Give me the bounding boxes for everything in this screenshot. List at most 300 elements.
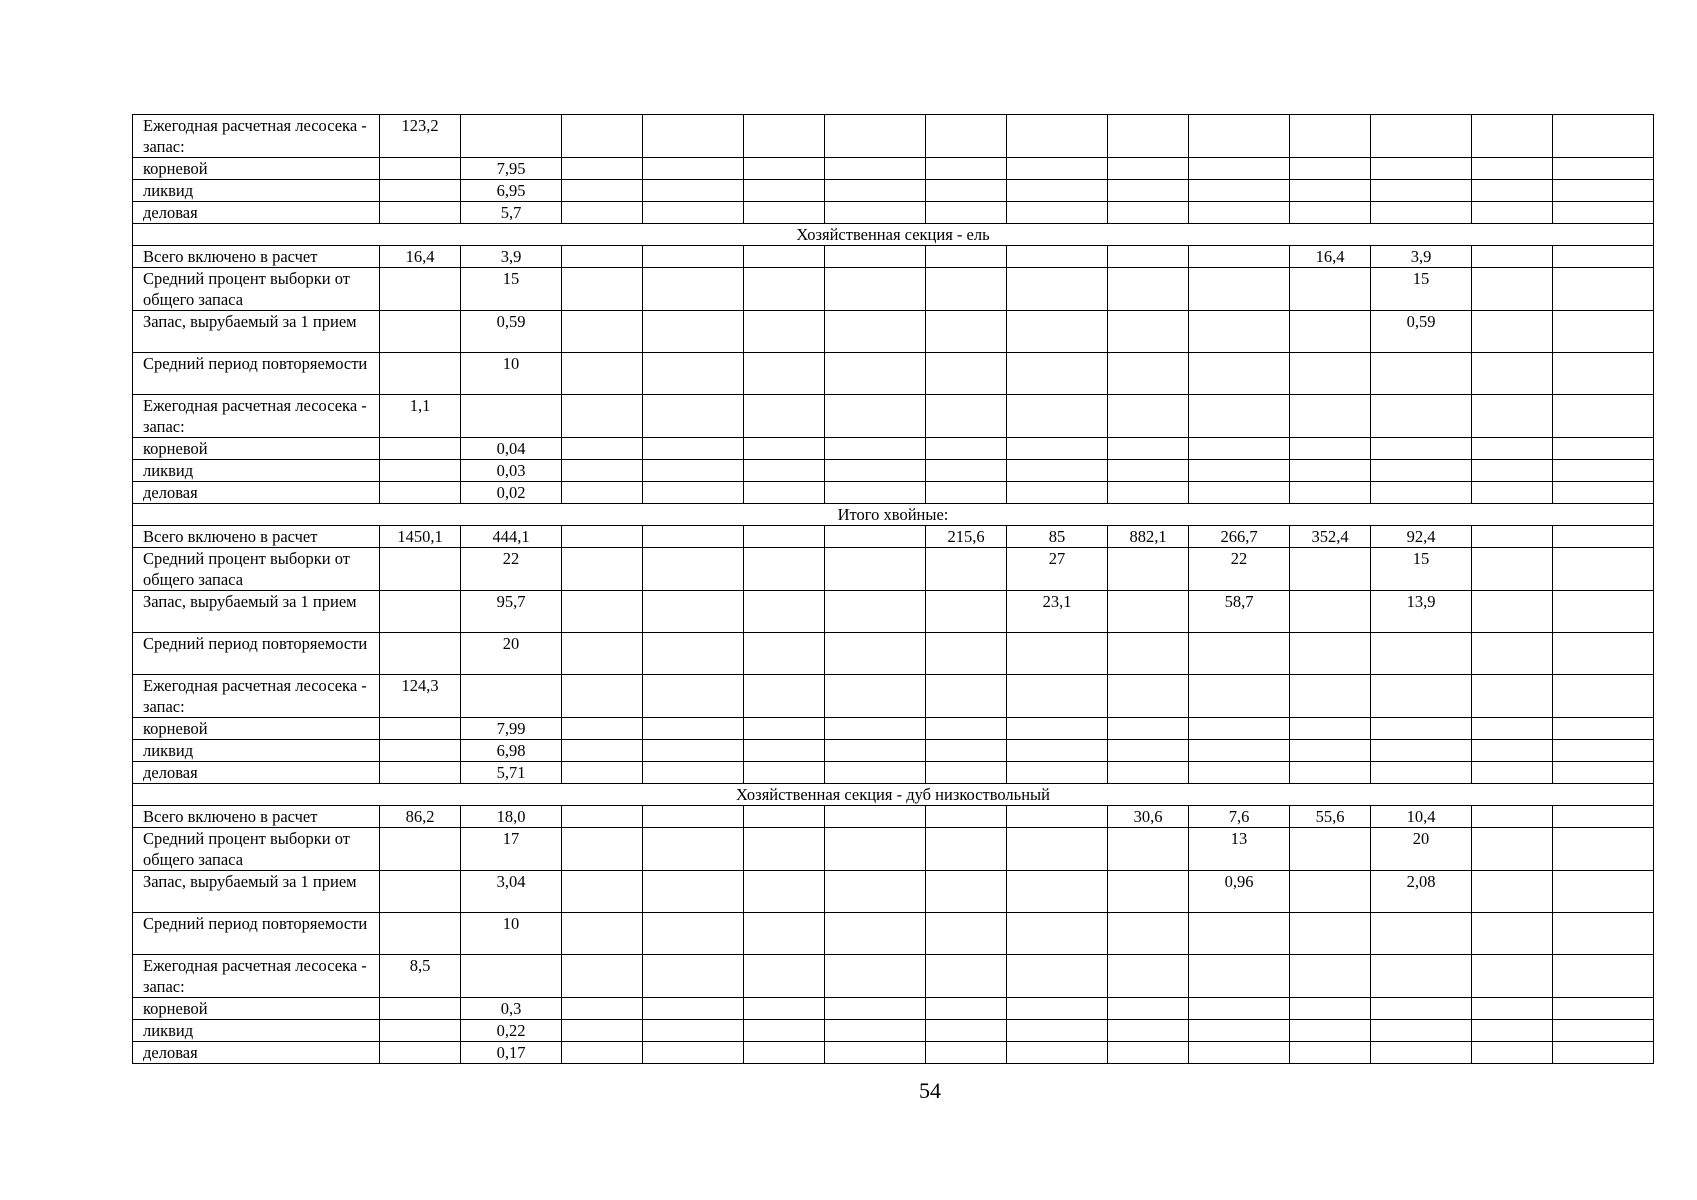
table-cell — [926, 871, 1007, 913]
table-cell — [1007, 913, 1108, 955]
table-cell — [1472, 675, 1553, 718]
table-cell — [1371, 1042, 1472, 1064]
table-cell: 0,59 — [461, 311, 562, 353]
row-label: Средний процент выборки от общего запаса — [133, 268, 380, 311]
table-cell — [1553, 482, 1654, 504]
table-cell: 2,08 — [1371, 871, 1472, 913]
table-cell — [1108, 353, 1189, 395]
table-row — [133, 482, 1654, 504]
table-cell — [744, 1020, 825, 1042]
table-cell — [1108, 828, 1189, 871]
table-cell — [926, 806, 1007, 828]
table-cell — [825, 591, 926, 633]
row-label: Средний период повторяемости — [133, 633, 380, 675]
table-row — [133, 180, 1654, 202]
table-cell: 27 — [1007, 548, 1108, 591]
section-title: Хозяйственная секция - дуб низкоствольный — [133, 784, 1654, 806]
table-cell — [1007, 158, 1108, 180]
table-cell — [562, 913, 643, 955]
table-cell — [926, 353, 1007, 395]
table-cell — [1553, 395, 1654, 438]
table-cell — [643, 548, 744, 591]
table-cell — [1472, 806, 1553, 828]
table-cell — [562, 1020, 643, 1042]
table-cell — [825, 675, 926, 718]
table-cell: 266,7 — [1189, 526, 1290, 548]
table-cell — [744, 311, 825, 353]
table-cell: 7,99 — [461, 718, 562, 740]
table-cell — [562, 828, 643, 871]
table-cell — [825, 395, 926, 438]
table-cell — [643, 115, 744, 158]
row-label: корневой — [133, 438, 380, 460]
table-cell — [1290, 482, 1371, 504]
table-cell — [1472, 158, 1553, 180]
table-cell — [643, 591, 744, 633]
table-cell — [461, 675, 562, 718]
table-cell — [380, 311, 461, 353]
table-cell — [643, 998, 744, 1020]
row-label: Ежегодная расчетная лесосека - запас: — [133, 955, 380, 998]
table-cell — [1371, 675, 1472, 718]
table-cell — [380, 871, 461, 913]
table-cell: 8,5 — [380, 955, 461, 998]
table-cell — [1189, 675, 1290, 718]
table-cell — [1472, 998, 1553, 1020]
table-cell — [562, 438, 643, 460]
table-cell — [1553, 633, 1654, 675]
table-cell: 15 — [461, 268, 562, 311]
table-cell — [825, 633, 926, 675]
table-cell — [1189, 395, 1290, 438]
table-cell — [1472, 740, 1553, 762]
table-cell: 55,6 — [1290, 806, 1371, 828]
table-cell — [1189, 913, 1290, 955]
table-cell — [562, 871, 643, 913]
page-number: 54 — [919, 1078, 941, 1103]
table-cell — [744, 246, 825, 268]
table-cell — [1007, 806, 1108, 828]
table-cell — [1189, 246, 1290, 268]
table-cell — [1189, 202, 1290, 224]
table-cell — [562, 158, 643, 180]
table-cell — [1290, 675, 1371, 718]
table-cell — [1108, 311, 1189, 353]
table-cell — [825, 1020, 926, 1042]
table-row — [133, 438, 1654, 460]
table-cell: 0,02 — [461, 482, 562, 504]
table-cell — [825, 548, 926, 591]
table-cell: 23,1 — [1007, 591, 1108, 633]
table-cell — [1472, 526, 1553, 548]
table-cell — [1553, 955, 1654, 998]
table-cell — [825, 311, 926, 353]
table-cell — [643, 675, 744, 718]
table-cell — [562, 998, 643, 1020]
table-cell — [643, 202, 744, 224]
table-cell — [1371, 482, 1472, 504]
table-cell — [1472, 871, 1553, 913]
table-cell — [1472, 395, 1553, 438]
table-cell — [744, 675, 825, 718]
table-cell: 10 — [461, 353, 562, 395]
row-label: деловая — [133, 762, 380, 784]
section-header-row — [133, 784, 1654, 806]
table-cell — [1553, 871, 1654, 913]
table-cell — [562, 633, 643, 675]
table-cell — [643, 955, 744, 998]
row-label: Всего включено в расчет — [133, 806, 380, 828]
table-cell — [1189, 438, 1290, 460]
table-cell — [1472, 115, 1553, 158]
table-cell — [1553, 353, 1654, 395]
table-cell: 7,95 — [461, 158, 562, 180]
table-cell — [825, 718, 926, 740]
table-cell: 0,59 — [1371, 311, 1472, 353]
table-cell — [1290, 202, 1371, 224]
table-cell — [926, 460, 1007, 482]
table-cell — [926, 828, 1007, 871]
table-cell — [1007, 311, 1108, 353]
table-cell — [1108, 871, 1189, 913]
table-cell — [1108, 675, 1189, 718]
row-label: Ежегодная расчетная лесосека - запас: — [133, 675, 380, 718]
table-cell — [1371, 353, 1472, 395]
table-cell — [1371, 202, 1472, 224]
table-cell — [380, 353, 461, 395]
table-cell — [1553, 998, 1654, 1020]
table-cell — [643, 180, 744, 202]
table-cell — [744, 998, 825, 1020]
table-cell — [380, 718, 461, 740]
table-cell: 22 — [461, 548, 562, 591]
table-row — [133, 955, 1654, 998]
table-cell — [1189, 762, 1290, 784]
table-cell — [1371, 955, 1472, 998]
table-cell — [1007, 633, 1108, 675]
row-label: корневой — [133, 158, 380, 180]
table-cell — [744, 268, 825, 311]
row-label: деловая — [133, 1042, 380, 1064]
table-row — [133, 998, 1654, 1020]
table-cell — [1189, 158, 1290, 180]
table-cell — [380, 268, 461, 311]
table-cell — [643, 871, 744, 913]
table-cell — [562, 718, 643, 740]
table-row — [133, 828, 1654, 871]
table-cell — [926, 998, 1007, 1020]
table-cell — [643, 158, 744, 180]
table-cell — [562, 180, 643, 202]
table-cell — [643, 1042, 744, 1064]
table-cell — [643, 460, 744, 482]
row-label: Всего включено в расчет — [133, 526, 380, 548]
table-cell — [380, 548, 461, 591]
table-cell: 3,9 — [461, 246, 562, 268]
table-row — [133, 633, 1654, 675]
table-cell: 20 — [1371, 828, 1472, 871]
table-cell — [1553, 913, 1654, 955]
table-cell — [1007, 180, 1108, 202]
table-cell — [825, 246, 926, 268]
section-header-row — [133, 224, 1654, 246]
table-row — [133, 353, 1654, 395]
table-cell — [1553, 740, 1654, 762]
table-cell — [562, 806, 643, 828]
table-cell — [1290, 268, 1371, 311]
table-cell — [1189, 740, 1290, 762]
table-cell — [643, 740, 744, 762]
table-cell — [1189, 460, 1290, 482]
table-cell — [926, 548, 1007, 591]
table-cell — [825, 998, 926, 1020]
row-label: ликвид — [133, 1020, 380, 1042]
table-cell — [380, 998, 461, 1020]
table-row — [133, 1020, 1654, 1042]
table-cell — [1553, 675, 1654, 718]
table-cell: 10,4 — [1371, 806, 1472, 828]
row-label: Ежегодная расчетная лесосека - запас: — [133, 395, 380, 438]
table-cell — [643, 718, 744, 740]
table-cell — [1290, 1020, 1371, 1042]
table-cell — [744, 438, 825, 460]
table-cell — [1290, 871, 1371, 913]
table-cell — [1553, 806, 1654, 828]
table-cell: 0,17 — [461, 1042, 562, 1064]
table-cell — [744, 202, 825, 224]
table-cell — [1108, 395, 1189, 438]
table-cell — [1007, 762, 1108, 784]
table-cell — [744, 913, 825, 955]
row-label: ликвид — [133, 180, 380, 202]
table-cell — [1007, 1042, 1108, 1064]
table-cell — [1290, 311, 1371, 353]
table-cell — [380, 740, 461, 762]
table-cell — [1007, 268, 1108, 311]
table-cell — [1007, 353, 1108, 395]
table-cell — [825, 913, 926, 955]
table-cell — [744, 353, 825, 395]
table-cell — [1108, 460, 1189, 482]
table-cell — [1108, 115, 1189, 158]
table-cell — [825, 871, 926, 913]
table-cell — [461, 115, 562, 158]
table-cell — [825, 955, 926, 998]
table-cell — [1371, 998, 1472, 1020]
table-cell: 3,9 — [1371, 246, 1472, 268]
table-cell — [825, 1042, 926, 1064]
table-cell — [1007, 955, 1108, 998]
table-cell — [1371, 438, 1472, 460]
table-cell: 0,22 — [461, 1020, 562, 1042]
table-cell — [380, 482, 461, 504]
table-row — [133, 762, 1654, 784]
table-cell: 85 — [1007, 526, 1108, 548]
table-cell: 352,4 — [1290, 526, 1371, 548]
table-cell — [1007, 395, 1108, 438]
table-cell — [562, 955, 643, 998]
table-cell — [926, 158, 1007, 180]
table-cell — [562, 740, 643, 762]
table-cell — [1472, 180, 1553, 202]
table-cell — [1371, 180, 1472, 202]
table-cell — [1472, 548, 1553, 591]
table-cell — [1290, 548, 1371, 591]
table-cell — [926, 1020, 1007, 1042]
table-cell — [643, 1020, 744, 1042]
table-cell — [1290, 460, 1371, 482]
table-cell — [1472, 762, 1553, 784]
table-cell — [643, 246, 744, 268]
table-cell — [926, 633, 1007, 675]
table-cell — [825, 202, 926, 224]
table-cell — [744, 806, 825, 828]
table-cell: 1,1 — [380, 395, 461, 438]
table-cell — [825, 158, 926, 180]
row-label: Запас, вырубаемый за 1 прием — [133, 311, 380, 353]
row-label: Запас, вырубаемый за 1 прием — [133, 591, 380, 633]
table-cell — [1472, 591, 1553, 633]
table-cell — [1007, 246, 1108, 268]
table-cell: 22 — [1189, 548, 1290, 591]
row-label: деловая — [133, 482, 380, 504]
table-cell — [926, 395, 1007, 438]
table-cell — [1290, 180, 1371, 202]
table-cell: 58,7 — [1189, 591, 1290, 633]
table-cell: 13 — [1189, 828, 1290, 871]
section-header-row — [133, 504, 1654, 526]
table-cell — [562, 115, 643, 158]
table-cell — [1290, 438, 1371, 460]
table-row — [133, 460, 1654, 482]
table-cell — [1553, 718, 1654, 740]
table-cell — [1290, 718, 1371, 740]
table-cell — [1553, 202, 1654, 224]
table-cell: 0,96 — [1189, 871, 1290, 913]
table-cell — [643, 482, 744, 504]
table-cell: 0,04 — [461, 438, 562, 460]
table-cell — [1290, 913, 1371, 955]
table-row — [133, 591, 1654, 633]
table-cell — [643, 311, 744, 353]
table-cell — [825, 460, 926, 482]
table-row — [133, 718, 1654, 740]
table-cell — [744, 1042, 825, 1064]
table-cell — [1472, 460, 1553, 482]
table-cell — [1472, 246, 1553, 268]
table-cell: 444,1 — [461, 526, 562, 548]
table-cell — [1189, 1042, 1290, 1064]
table-cell: 15 — [1371, 548, 1472, 591]
table-row — [133, 740, 1654, 762]
table-cell — [1189, 180, 1290, 202]
table-cell — [643, 913, 744, 955]
table-cell — [380, 1042, 461, 1064]
table-cell — [1007, 482, 1108, 504]
table-cell — [744, 548, 825, 591]
table-cell — [1472, 202, 1553, 224]
table-cell — [1553, 311, 1654, 353]
table-cell — [562, 591, 643, 633]
table-cell: 5,71 — [461, 762, 562, 784]
table-cell — [380, 591, 461, 633]
table-cell: 0,03 — [461, 460, 562, 482]
table-row — [133, 311, 1654, 353]
row-label: Средний процент выборки от общего запаса — [133, 548, 380, 591]
table-cell: 6,98 — [461, 740, 562, 762]
table-cell — [744, 591, 825, 633]
table-cell: 5,7 — [461, 202, 562, 224]
table-cell — [926, 246, 1007, 268]
table-cell — [1290, 115, 1371, 158]
table-cell — [926, 115, 1007, 158]
table-cell — [744, 740, 825, 762]
table-cell — [1108, 246, 1189, 268]
table-row — [133, 268, 1654, 311]
table-cell: 17 — [461, 828, 562, 871]
table-cell — [562, 311, 643, 353]
table-cell: 0,3 — [461, 998, 562, 1020]
table-cell — [562, 762, 643, 784]
table-cell — [643, 526, 744, 548]
table-cell — [1371, 740, 1472, 762]
table-row — [133, 115, 1654, 158]
table-cell — [380, 438, 461, 460]
table-cell — [825, 180, 926, 202]
row-label: Средний период повторяемости — [133, 913, 380, 955]
table-cell — [1553, 1042, 1654, 1064]
section-title: Хозяйственная секция - ель — [133, 224, 1654, 246]
table-cell: 30,6 — [1108, 806, 1189, 828]
table-cell — [1371, 395, 1472, 438]
table-cell — [1290, 395, 1371, 438]
table-row — [133, 548, 1654, 591]
table-cell — [562, 482, 643, 504]
table-cell — [926, 762, 1007, 784]
table-cell — [1290, 1042, 1371, 1064]
table-cell — [380, 633, 461, 675]
table-cell — [825, 268, 926, 311]
table-cell — [1108, 1020, 1189, 1042]
table-cell — [926, 591, 1007, 633]
table-cell — [1371, 762, 1472, 784]
table-row — [133, 202, 1654, 224]
table-cell — [744, 526, 825, 548]
table-cell — [1472, 311, 1553, 353]
table-cell: 92,4 — [1371, 526, 1472, 548]
table-row — [133, 675, 1654, 718]
row-label: Всего включено в расчет — [133, 246, 380, 268]
table-cell — [1108, 482, 1189, 504]
table-cell — [1553, 115, 1654, 158]
table-cell — [744, 762, 825, 784]
table-cell — [825, 762, 926, 784]
table-cell — [562, 1042, 643, 1064]
table-cell — [1189, 353, 1290, 395]
section-title: Итого хвойные: — [133, 504, 1654, 526]
table-row — [133, 526, 1654, 548]
table-cell — [744, 158, 825, 180]
table-cell — [1108, 180, 1189, 202]
table-cell — [643, 395, 744, 438]
table-cell — [1472, 482, 1553, 504]
table-cell — [1108, 955, 1189, 998]
table-row — [133, 395, 1654, 438]
table-cell — [1553, 762, 1654, 784]
table-cell: 7,6 — [1189, 806, 1290, 828]
table-cell — [926, 718, 1007, 740]
table-cell — [1472, 955, 1553, 998]
